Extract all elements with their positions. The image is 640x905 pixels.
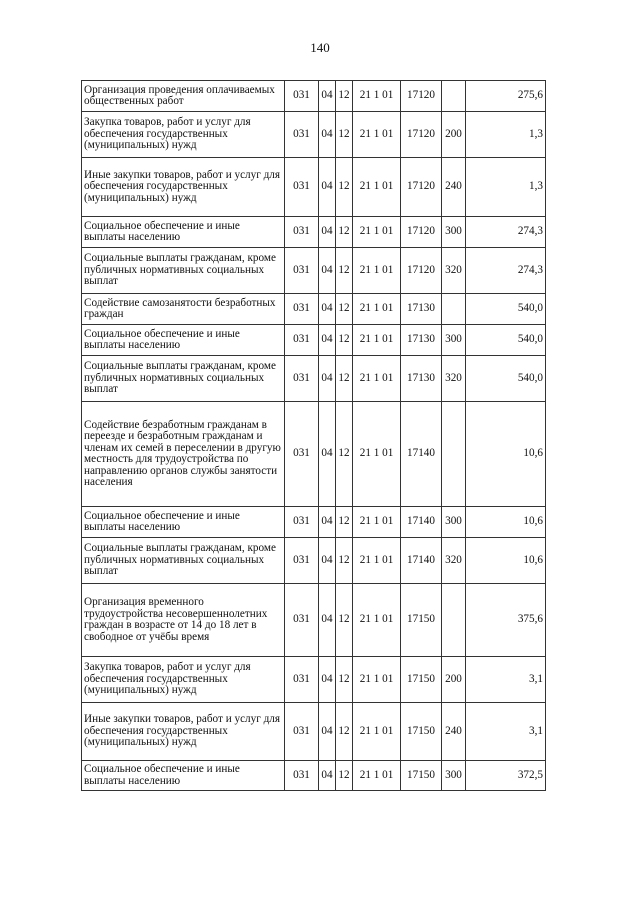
program-code-cell: 21 1 01 <box>353 761 401 791</box>
ministry-code-cell: 031 <box>285 703 319 761</box>
expense-name-cell: Социальное обеспечение и иные выплаты населению <box>82 507 285 538</box>
expense-type-cell: 240 <box>442 158 466 217</box>
section-code-cell: 04 <box>319 402 336 507</box>
direction-code-cell: 17120 <box>401 217 442 248</box>
amount-cell: 540,0 <box>466 325 546 356</box>
expense-name-cell: Социальное обеспечение и иные выплаты населению <box>82 761 285 791</box>
subsection-code-cell: 12 <box>336 248 353 294</box>
program-code-cell: 21 1 01 <box>353 703 401 761</box>
expense-name-cell: Иные закупки товаров, работ и услуг для обеспечения государственных (муниципальных) нужд <box>82 703 285 761</box>
program-code-cell: 21 1 01 <box>353 248 401 294</box>
amount-cell: 540,0 <box>466 356 546 402</box>
table-row <box>82 507 546 538</box>
section-code-cell: 04 <box>319 356 336 402</box>
expense-name-cell: Социальные выплаты гражданам, кроме публичных нормативных социальных выплат <box>82 356 285 402</box>
expense-type-cell: 200 <box>442 112 466 158</box>
subsection-code-cell: 12 <box>336 325 353 356</box>
expense-name-cell: Социальные выплаты гражданам, кроме публичных нормативных социальных выплат <box>82 248 285 294</box>
expense-type-cell <box>442 584 466 657</box>
subsection-code-cell: 12 <box>336 402 353 507</box>
expense-type-cell: 200 <box>442 657 466 703</box>
expense-name-cell: Иные закупки товаров, работ и услуг для обеспечения государственных (муниципальных) нужд <box>82 158 285 217</box>
expense-name-cell: Закупка товаров, работ и услуг для обеспечения государственных (муниципальных) нужд <box>82 112 285 158</box>
expense-type-cell <box>442 294 466 325</box>
subsection-code-cell: 12 <box>336 657 353 703</box>
expense-name-cell: Организация временного трудоустройства несовершеннолетних граждан в возрасте от 14 до 18 лет в свободное от учёбы время <box>82 584 285 657</box>
subsection-code-cell: 12 <box>336 538 353 584</box>
program-code-cell: 21 1 01 <box>353 507 401 538</box>
page-number: 140 <box>310 40 330 55</box>
section-code-cell: 04 <box>319 657 336 703</box>
expense-name-cell: Социальное обеспечение и иные выплаты населению <box>82 217 285 248</box>
direction-code-cell: 17150 <box>401 657 442 703</box>
section-code-cell: 04 <box>319 294 336 325</box>
direction-code-cell: 17120 <box>401 248 442 294</box>
section-code-cell: 04 <box>319 112 336 158</box>
section-code-cell: 04 <box>319 217 336 248</box>
ministry-code-cell: 031 <box>285 325 319 356</box>
amount-cell: 540,0 <box>466 294 546 325</box>
amount-cell: 1,3 <box>466 158 546 217</box>
table-row <box>82 703 546 761</box>
expense-name-cell: Закупка товаров, работ и услуг для обеспечения государственных (муниципальных) нужд <box>82 657 285 703</box>
subsection-code-cell: 12 <box>336 294 353 325</box>
section-code-cell: 04 <box>319 703 336 761</box>
section-code-cell: 04 <box>319 81 336 112</box>
expense-name-cell: Содействие безработным гражданам в переезде и безработным гражданам и членам их семей в переселении в другую местность для трудоустройства по направлению органов службы занятости населения <box>82 402 285 507</box>
table-row <box>82 112 546 158</box>
amount-cell: 10,6 <box>466 507 546 538</box>
section-code-cell: 04 <box>319 248 336 294</box>
expense-name-cell: Содействие самозанятости безработных граждан <box>82 294 285 325</box>
subsection-code-cell: 12 <box>336 217 353 248</box>
direction-code-cell: 17150 <box>401 584 442 657</box>
table-row <box>82 325 546 356</box>
table-row <box>82 248 546 294</box>
ministry-code-cell: 031 <box>285 356 319 402</box>
expense-type-cell: 300 <box>442 217 466 248</box>
amount-cell: 274,3 <box>466 248 546 294</box>
expense-type-cell: 320 <box>442 248 466 294</box>
expense-name-cell: Организация проведения оплачиваемых общественных работ <box>82 81 285 112</box>
table-row <box>82 356 546 402</box>
direction-code-cell: 17130 <box>401 325 442 356</box>
direction-code-cell: 17130 <box>401 294 442 325</box>
subsection-code-cell: 12 <box>336 158 353 217</box>
program-code-cell: 21 1 01 <box>353 538 401 584</box>
amount-cell: 10,6 <box>466 538 546 584</box>
expense-type-cell: 320 <box>442 356 466 402</box>
expense-type-cell: 300 <box>442 507 466 538</box>
table-row <box>82 657 546 703</box>
program-code-cell: 21 1 01 <box>353 584 401 657</box>
program-code-cell: 21 1 01 <box>353 402 401 507</box>
subsection-code-cell: 12 <box>336 761 353 791</box>
expense-name-cell: Социальные выплаты гражданам, кроме публичных нормативных социальных выплат <box>82 538 285 584</box>
table-row <box>82 217 546 248</box>
ministry-code-cell: 031 <box>285 584 319 657</box>
program-code-cell: 21 1 01 <box>353 294 401 325</box>
direction-code-cell: 17140 <box>401 507 442 538</box>
subsection-code-cell: 12 <box>336 507 353 538</box>
table-row <box>82 761 546 791</box>
amount-cell: 10,6 <box>466 402 546 507</box>
expense-name-cell: Социальное обеспечение и иные выплаты населению <box>82 325 285 356</box>
budget-table <box>81 80 546 791</box>
ministry-code-cell: 031 <box>285 402 319 507</box>
section-code-cell: 04 <box>319 325 336 356</box>
table-row <box>82 294 546 325</box>
program-code-cell: 21 1 01 <box>353 325 401 356</box>
expense-type-cell <box>442 81 466 112</box>
expense-type-cell: 240 <box>442 703 466 761</box>
ministry-code-cell: 031 <box>285 294 319 325</box>
subsection-code-cell: 12 <box>336 112 353 158</box>
subsection-code-cell: 12 <box>336 81 353 112</box>
amount-cell: 3,1 <box>466 657 546 703</box>
expense-type-cell: 300 <box>442 761 466 791</box>
direction-code-cell: 17120 <box>401 158 442 217</box>
program-code-cell: 21 1 01 <box>353 81 401 112</box>
table-row <box>82 584 546 657</box>
direction-code-cell: 17150 <box>401 761 442 791</box>
expense-type-cell: 320 <box>442 538 466 584</box>
amount-cell: 1,3 <box>466 112 546 158</box>
ministry-code-cell: 031 <box>285 112 319 158</box>
subsection-code-cell: 12 <box>336 584 353 657</box>
amount-cell: 375,6 <box>466 584 546 657</box>
program-code-cell: 21 1 01 <box>353 356 401 402</box>
table-row <box>82 402 546 507</box>
ministry-code-cell: 031 <box>285 657 319 703</box>
ministry-code-cell: 031 <box>285 248 319 294</box>
section-code-cell: 04 <box>319 584 336 657</box>
expense-type-cell: 300 <box>442 325 466 356</box>
table-row <box>82 538 546 584</box>
section-code-cell: 04 <box>319 761 336 791</box>
direction-code-cell: 17140 <box>401 402 442 507</box>
ministry-code-cell: 031 <box>285 761 319 791</box>
direction-code-cell: 17130 <box>401 356 442 402</box>
section-code-cell: 04 <box>319 507 336 538</box>
amount-cell: 372,5 <box>466 761 546 791</box>
section-code-cell: 04 <box>319 158 336 217</box>
table-row <box>82 158 546 217</box>
direction-code-cell: 17140 <box>401 538 442 584</box>
amount-cell: 275,6 <box>466 81 546 112</box>
direction-code-cell: 17150 <box>401 703 442 761</box>
program-code-cell: 21 1 01 <box>353 158 401 217</box>
subsection-code-cell: 12 <box>336 703 353 761</box>
amount-cell: 274,3 <box>466 217 546 248</box>
subsection-code-cell: 12 <box>336 356 353 402</box>
ministry-code-cell: 031 <box>285 158 319 217</box>
expense-type-cell <box>442 402 466 507</box>
table-row <box>82 81 546 112</box>
direction-code-cell: 17120 <box>401 112 442 158</box>
ministry-code-cell: 031 <box>285 81 319 112</box>
table-body <box>82 81 546 791</box>
program-code-cell: 21 1 01 <box>353 217 401 248</box>
program-code-cell: 21 1 01 <box>353 657 401 703</box>
program-code-cell: 21 1 01 <box>353 112 401 158</box>
ministry-code-cell: 031 <box>285 538 319 584</box>
direction-code-cell: 17120 <box>401 81 442 112</box>
amount-cell: 3,1 <box>466 703 546 761</box>
section-code-cell: 04 <box>319 538 336 584</box>
ministry-code-cell: 031 <box>285 217 319 248</box>
ministry-code-cell: 031 <box>285 507 319 538</box>
